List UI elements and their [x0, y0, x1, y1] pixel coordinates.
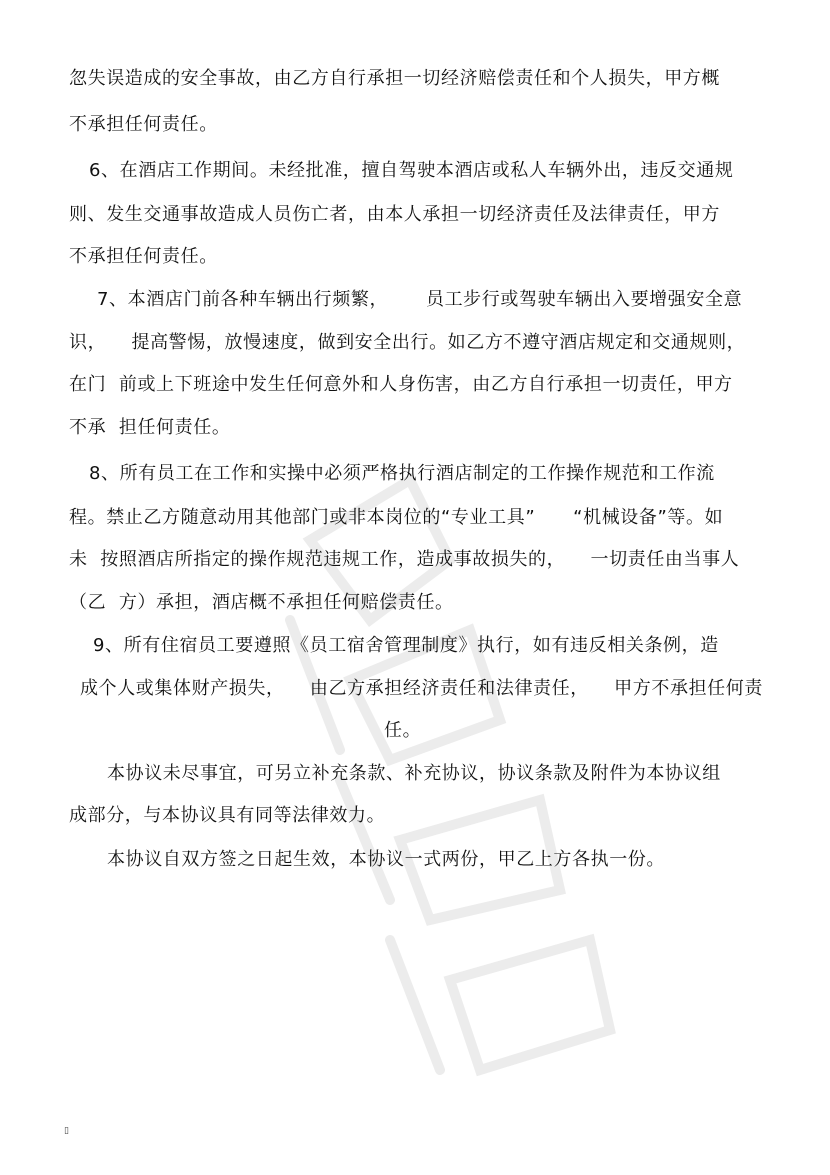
text-line-13: （乙 方）承担，酒店概不承担任何赔偿责任。 — [69, 592, 454, 613]
text-line-17: 本协议未尽事宜，可另立补充条款、补充协议，协议条款及附件为本协议组 — [107, 763, 721, 784]
text-line-10: 8、所有员工在工作和实操中必须严格执行酒店制定的工作操作规范和工作流 — [89, 463, 715, 484]
text-line-6: 7、本酒店门前各种车辆出行频繁， 员工步行或驾驶车辆出入要增强安全意 — [97, 289, 743, 310]
text-line-7: 识， 提高警惕，放慢速度，做到安全出行。如乙方不遵守酒店规定和交通规则， — [69, 332, 746, 353]
text-line-2: 不承担任何责任。 — [69, 114, 218, 135]
text-line-14: 9、所有住宿员工要遵照《员工宿舍管理制度》执行，如有违反相关条例，造 — [93, 635, 719, 656]
text-line-8: 在门 前或上下班途中发生任何意外和人身伤害，由乙方自行承担一切责任，甲方 — [69, 374, 733, 395]
text-line-4: 则、发生交通事故造成人员伤亡者，由本人承担一切经济责任及法律责任，甲方 — [69, 204, 720, 225]
text-line-9: 不承 担任何责任。 — [69, 417, 231, 438]
text-line-18: 成部分，与本协议具有同等法律效力。 — [69, 805, 386, 826]
text-line-12: 未 按照酒店所指定的操作规范违规工作，造成事故损失的， 一切责任由当事人 — [69, 549, 740, 570]
text-line-1: 忽失误造成的安全事故，由乙方自行承担一切经济赔偿责任和个人损失，甲方概 — [69, 68, 720, 89]
text-line-5: 不承担任何责任。 — [69, 246, 218, 267]
text-line-3: 6、在酒店工作期间。未经批准，擅自驾驶本酒店或私人车辆外出，违反交通规 — [89, 160, 734, 181]
text-line-19: 本协议自双方签之日起生效，本协议一式两份，甲乙上方各执一份。 — [107, 849, 665, 870]
footer-mark: ▯ — [64, 1126, 69, 1136]
text-line-15: 成个人或集体财产损失， 由乙方承担经济责任和法律责任， 甲方不承担任何责 — [80, 678, 763, 699]
text-line-11: 程。禁止乙方随意动用其他部门或非本岗位的“专业工具” “机械设备”等。如 — [69, 507, 724, 528]
text-line-16: 任。 — [384, 720, 422, 741]
